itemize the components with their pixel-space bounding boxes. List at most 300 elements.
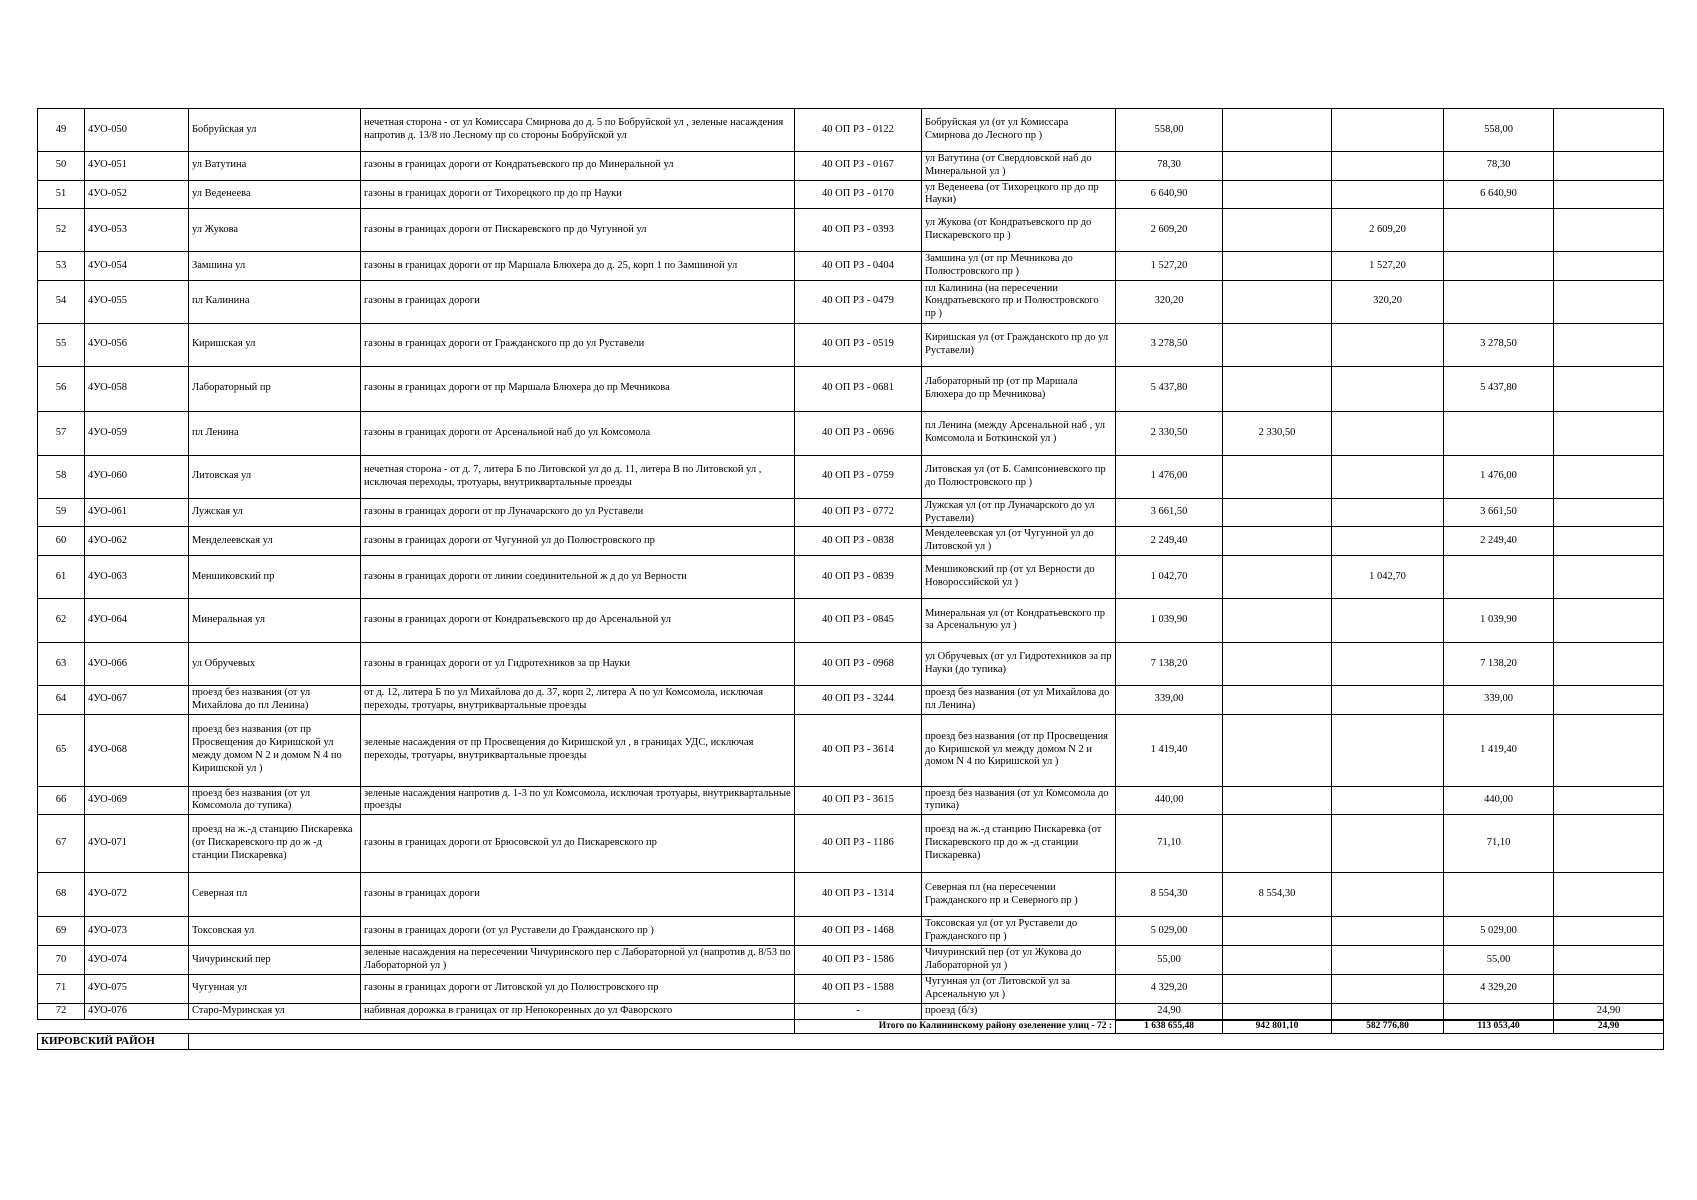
- category-3-area: 440,00: [1444, 786, 1554, 815]
- category-2-area: [1332, 152, 1444, 181]
- object-code: 4УО-072: [85, 873, 189, 917]
- area-total: 4 329,20: [1116, 974, 1223, 1003]
- category-2-area: [1332, 1003, 1444, 1019]
- street-name: Лужская ул: [189, 498, 361, 527]
- street-name: Чичуринский пер: [189, 946, 361, 975]
- street-name: Меншиковский пр: [189, 555, 361, 598]
- object-code: 4УО-063: [85, 555, 189, 598]
- road-description: ул Ватутина (от Свердловской наб до Минеральной ул ): [922, 152, 1116, 181]
- category-1-area: [1223, 555, 1332, 598]
- category-2-area: 2 609,20: [1332, 209, 1444, 252]
- table-row: [38, 873, 1664, 917]
- category-2-area: [1332, 946, 1444, 975]
- category-2-area: [1332, 714, 1444, 786]
- road-description: ул Обручевых (от ул Гидротехников за пр Науки (до тупика): [922, 642, 1116, 685]
- registry-number: 40 ОП РЗ - 3615: [795, 786, 922, 815]
- road-description: пл Калинина (на пересечении Кондратьевского пр и Полюстровского пр ): [922, 280, 1116, 323]
- table-row: [38, 946, 1664, 975]
- category-1-area: [1223, 714, 1332, 786]
- area-total: 5 437,80: [1116, 366, 1223, 411]
- category-4-area: [1554, 714, 1664, 786]
- object-code: 4УО-055: [85, 280, 189, 323]
- street-name: проезд без названия (от ул Комсомола до тупика): [189, 786, 361, 815]
- registry-number: 40 ОП РЗ - 1588: [795, 974, 922, 1003]
- category-2-area: [1332, 366, 1444, 411]
- table-row: [38, 527, 1664, 556]
- area-description: газоны в границах дороги от пр Маршала Блюхера до пр Мечникова: [361, 366, 795, 411]
- category-3-area: 5 437,80: [1444, 366, 1554, 411]
- object-code: 4УО-074: [85, 946, 189, 975]
- row-number: 63: [38, 642, 85, 685]
- category-3-area: 339,00: [1444, 685, 1554, 714]
- road-description: Минеральная ул (от Кондратьевского пр за Арсенальную ул ): [922, 598, 1116, 642]
- category-3-area: 5 029,00: [1444, 917, 1554, 946]
- street-name: Минеральная ул: [189, 598, 361, 642]
- category-3-area: 7 138,20: [1444, 642, 1554, 685]
- road-description: Северная пл (на пересечении Гражданского пр и Северного пр ): [922, 873, 1116, 917]
- area-total: 71,10: [1116, 815, 1223, 873]
- table-row: [38, 455, 1664, 498]
- row-number: 51: [38, 180, 85, 209]
- area-description: газоны в границах дороги от Пискаревского пр до Чугунной ул: [361, 209, 795, 252]
- object-code: 4УО-059: [85, 411, 189, 455]
- row-number: 62: [38, 598, 85, 642]
- category-4-area: 24,90: [1554, 1003, 1664, 1019]
- total-col4: 24,90: [1554, 1020, 1664, 1034]
- area-total: 1 039,90: [1116, 598, 1223, 642]
- row-number: 56: [38, 366, 85, 411]
- category-3-area: 558,00: [1444, 109, 1554, 152]
- category-3-area: [1444, 555, 1554, 598]
- category-4-area: [1554, 455, 1664, 498]
- area-total: 320,20: [1116, 280, 1223, 323]
- area-total: 1 419,40: [1116, 714, 1223, 786]
- road-description: Лабораторный пр (от пр Маршала Блюхера до пр Мечникова): [922, 366, 1116, 411]
- area-total: 2 249,40: [1116, 527, 1223, 556]
- category-2-area: [1332, 411, 1444, 455]
- table-row: [38, 685, 1664, 714]
- registry-number: 40 ОП РЗ - 0968: [795, 642, 922, 685]
- row-number: 60: [38, 527, 85, 556]
- area-total: 55,00: [1116, 946, 1223, 975]
- road-description: Замшина ул (от пр Мечникова до Полюстровского пр ): [922, 252, 1116, 281]
- registry-number: 40 ОП РЗ - 0839: [795, 555, 922, 598]
- area-description: газоны в границах дороги от Литовской ул до Полюстровского пр: [361, 974, 795, 1003]
- street-name: Киришская ул: [189, 323, 361, 366]
- road-description: Чугунная ул (от Литовской ул за Арсенальную ул ): [922, 974, 1116, 1003]
- category-4-area: [1554, 786, 1664, 815]
- area-description: газоны в границах дороги от Чугунной ул до Полюстровского пр: [361, 527, 795, 556]
- area-description: газоны в границах дороги от Арсенальной наб до ул Комсомола: [361, 411, 795, 455]
- category-4-area: [1554, 366, 1664, 411]
- area-description: зеленые насаждения напротив д. 1-3 по ул Комсомола, исключая тротуары, внутриквартальные проезды: [361, 786, 795, 815]
- area-total: 24,90: [1116, 1003, 1223, 1019]
- category-4-area: [1554, 252, 1664, 281]
- area-description: газоны в границах дороги от Тихорецкого пр до пр Науки: [361, 180, 795, 209]
- row-number: 61: [38, 555, 85, 598]
- road-description: Литовская ул (от Б. Сампсониевского пр до Полюстровского пр ): [922, 455, 1116, 498]
- category-1-area: [1223, 280, 1332, 323]
- street-name: ул Ватутина: [189, 152, 361, 181]
- category-4-area: [1554, 873, 1664, 917]
- street-name: пл Ленина: [189, 411, 361, 455]
- road-description: Менделеевская ул (от Чугунной ул до Литовской ул ): [922, 527, 1116, 556]
- table-row: [38, 152, 1664, 181]
- registry-number: 40 ОП РЗ - 0122: [795, 109, 922, 152]
- category-2-area: 1 527,20: [1332, 252, 1444, 281]
- table-row: [38, 1003, 1664, 1019]
- table-row: [38, 974, 1664, 1003]
- object-code: 4УО-071: [85, 815, 189, 873]
- registry-number: 40 ОП РЗ - 0772: [795, 498, 922, 527]
- street-name: проезд на ж.-д станцию Пискаревка (от Пискаревского пр до ж -д станции Пискаревка): [189, 815, 361, 873]
- area-description: набивная дорожка в границах от пр Непокоренных до ул Фаворского: [361, 1003, 795, 1019]
- category-3-area: 3 661,50: [1444, 498, 1554, 527]
- category-3-area: 78,30: [1444, 152, 1554, 181]
- object-code: 4УО-056: [85, 323, 189, 366]
- street-name: ул Веденеева: [189, 180, 361, 209]
- green-areas-table: [37, 108, 1664, 1050]
- road-description: Бобруйская ул (от ул Комиссара Смирнова до Лесного пр ): [922, 109, 1116, 152]
- total-col3: 113 053,40: [1444, 1020, 1554, 1034]
- category-2-area: [1332, 527, 1444, 556]
- category-3-area: 55,00: [1444, 946, 1554, 975]
- street-name: Чугунная ул: [189, 974, 361, 1003]
- street-name: ул Обручевых: [189, 642, 361, 685]
- road-description: Лужская ул (от пр Луначарского до ул Руставели): [922, 498, 1116, 527]
- row-number: 72: [38, 1003, 85, 1019]
- table-row: [38, 411, 1664, 455]
- row-number: 71: [38, 974, 85, 1003]
- category-4-area: [1554, 946, 1664, 975]
- row-number: 58: [38, 455, 85, 498]
- category-4-area: [1554, 180, 1664, 209]
- category-1-area: [1223, 974, 1332, 1003]
- category-3-area: 1 039,90: [1444, 598, 1554, 642]
- area-description: газоны в границах дороги от пр Маршала Блюхера до д. 25, корп 1 по Замшиной ул: [361, 252, 795, 281]
- category-4-area: [1554, 917, 1664, 946]
- table-row: [38, 209, 1664, 252]
- street-name: Литовская ул: [189, 455, 361, 498]
- street-name: ул Жукова: [189, 209, 361, 252]
- total-col1: 942 801,10: [1223, 1020, 1332, 1034]
- category-1-area: 2 330,50: [1223, 411, 1332, 455]
- area-total: 2 609,20: [1116, 209, 1223, 252]
- row-number: 50: [38, 152, 85, 181]
- category-2-area: [1332, 815, 1444, 873]
- table-row: [38, 498, 1664, 527]
- total-spacer: [38, 1020, 795, 1034]
- registry-number: 40 ОП РЗ - 0167: [795, 152, 922, 181]
- category-1-area: [1223, 642, 1332, 685]
- registry-number: 40 ОП РЗ - 3244: [795, 685, 922, 714]
- registry-number: 40 ОП РЗ - 0845: [795, 598, 922, 642]
- object-code: 4УО-066: [85, 642, 189, 685]
- row-number: 54: [38, 280, 85, 323]
- row-number: 68: [38, 873, 85, 917]
- object-code: 4УО-076: [85, 1003, 189, 1019]
- area-description: газоны в границах дороги от Брюсовской ул до Пискаревского пр: [361, 815, 795, 873]
- area-total: 8 554,30: [1116, 873, 1223, 917]
- area-description: от д. 12, литера Б по ул Михайлова до д. 37, корп 2, литера А по ул Комсомола, исключая переходы, тротуары, внутриквартальные проезды: [361, 685, 795, 714]
- category-3-area: [1444, 411, 1554, 455]
- table-row: [38, 815, 1664, 873]
- district-header-row: [38, 1033, 1664, 1049]
- row-number: 66: [38, 786, 85, 815]
- street-name: проезд без названия (от пр Просвещения до Киришской ул между домом N 2 и домом N 4 по Киришской ул ): [189, 714, 361, 786]
- table-row: [38, 323, 1664, 366]
- category-1-area: [1223, 815, 1332, 873]
- table-row: [38, 280, 1664, 323]
- object-code: 4УО-067: [85, 685, 189, 714]
- table-row: [38, 180, 1664, 209]
- registry-number: 40 ОП РЗ - 0759: [795, 455, 922, 498]
- category-4-area: [1554, 527, 1664, 556]
- category-4-area: [1554, 685, 1664, 714]
- category-2-area: [1332, 109, 1444, 152]
- area-total: 7 138,20: [1116, 642, 1223, 685]
- district-title: КИРОВСКИЙ РАЙОН: [38, 1033, 189, 1049]
- category-1-area: [1223, 323, 1332, 366]
- road-description: Меншиковский пр (от ул Верности до Новороссийской ул ): [922, 555, 1116, 598]
- area-description: газоны в границах дороги от Кондратьевского пр до Минеральной ул: [361, 152, 795, 181]
- category-2-area: [1332, 873, 1444, 917]
- category-2-area: 1 042,70: [1332, 555, 1444, 598]
- street-name: Северная пл: [189, 873, 361, 917]
- area-description: газоны в границах дороги от Кондратьевского пр до Арсенальной ул: [361, 598, 795, 642]
- total-col2: 582 776,80: [1332, 1020, 1444, 1034]
- category-3-area: 1 419,40: [1444, 714, 1554, 786]
- object-code: 4УО-068: [85, 714, 189, 786]
- registry-number: 40 ОП РЗ - 1586: [795, 946, 922, 975]
- area-total: 339,00: [1116, 685, 1223, 714]
- road-description: Киришская ул (от Гражданского пр до ул Руставели): [922, 323, 1116, 366]
- category-1-area: [1223, 1003, 1332, 1019]
- category-4-area: [1554, 498, 1664, 527]
- category-1-area: [1223, 455, 1332, 498]
- category-1-area: [1223, 498, 1332, 527]
- area-total: 2 330,50: [1116, 411, 1223, 455]
- area-total: 3 278,50: [1116, 323, 1223, 366]
- road-description: Токсовская ул (от ул Руставели до Гражданского пр ): [922, 917, 1116, 946]
- category-1-area: [1223, 527, 1332, 556]
- registry-number: 40 ОП РЗ - 0404: [795, 252, 922, 281]
- street-name: Замшина ул: [189, 252, 361, 281]
- row-number: 69: [38, 917, 85, 946]
- category-2-area: [1332, 917, 1444, 946]
- registry-number: 40 ОП РЗ - 0838: [795, 527, 922, 556]
- category-4-area: [1554, 642, 1664, 685]
- table-row: [38, 252, 1664, 281]
- table-row: [38, 598, 1664, 642]
- area-description: зеленые насаждения от пр Просвещения до Киришской ул , в границах УДС, исключая переходы, тротуары, внутриквартальные проезды: [361, 714, 795, 786]
- registry-number: 40 ОП РЗ - 0696: [795, 411, 922, 455]
- area-total: 5 029,00: [1116, 917, 1223, 946]
- table-row: [38, 642, 1664, 685]
- object-code: 4УО-058: [85, 366, 189, 411]
- category-4-area: [1554, 598, 1664, 642]
- area-description: газоны в границах дороги (от ул Руставели до Гражданского пр ): [361, 917, 795, 946]
- object-code: 4УО-069: [85, 786, 189, 815]
- category-3-area: [1444, 1003, 1554, 1019]
- category-3-area: 6 640,90: [1444, 180, 1554, 209]
- total-row: [38, 1020, 1664, 1034]
- road-description: проезд на ж.-д станцию Пискаревка (от Пискаревского пр до ж -д станции Пискаревка): [922, 815, 1116, 873]
- category-2-area: [1332, 642, 1444, 685]
- road-description: проезд без названия (от пр Просвещения до Киришской ул между домом N 2 и домом N 4 по Киришской ул ): [922, 714, 1116, 786]
- area-total: 1 476,00: [1116, 455, 1223, 498]
- category-3-area: [1444, 280, 1554, 323]
- street-name: Токсовская ул: [189, 917, 361, 946]
- object-code: 4УО-050: [85, 109, 189, 152]
- category-4-area: [1554, 555, 1664, 598]
- category-1-area: [1223, 685, 1332, 714]
- road-description: ул Веденеева (от Тихорецкого пр до пр Науки): [922, 180, 1116, 209]
- row-number: 53: [38, 252, 85, 281]
- area-description: зеленые насаждения на пересечении Чичуринского пер с Лабораторной ул (напротив д. 8/53 по Лабораторной ул ): [361, 946, 795, 975]
- category-1-area: [1223, 366, 1332, 411]
- area-description: нечетная сторона - от ул Комиссара Смирнова до д. 5 по Бобруйской ул , зеленые насаждения напротив д. 13/8 по Лесному пр со стороны Бобруйской ул: [361, 109, 795, 152]
- object-code: 4УО-075: [85, 974, 189, 1003]
- area-total: 78,30: [1116, 152, 1223, 181]
- row-number: 70: [38, 946, 85, 975]
- area-description: газоны в границах дороги: [361, 280, 795, 323]
- row-number: 65: [38, 714, 85, 786]
- area-total: 558,00: [1116, 109, 1223, 152]
- row-number: 64: [38, 685, 85, 714]
- registry-number: 40 ОП РЗ - 0393: [795, 209, 922, 252]
- category-2-area: [1332, 786, 1444, 815]
- category-1-area: [1223, 180, 1332, 209]
- registry-number: 40 ОП РЗ - 1314: [795, 873, 922, 917]
- area-description: газоны в границах дороги от ул Гидротехников за пр Науки: [361, 642, 795, 685]
- area-description: газоны в границах дороги от Гражданского пр до ул Руставели: [361, 323, 795, 366]
- area-description: газоны в границах дороги от пр Луначарского до ул Руставели: [361, 498, 795, 527]
- registry-number: 40 ОП РЗ - 3614: [795, 714, 922, 786]
- area-description: нечетная сторона - от д. 7, литера Б по Литовской ул до д. 11, литера В по Литовской ул , исключая переходы, тротуары, внутриквартальные проезды: [361, 455, 795, 498]
- road-description: проезд без названия (от ул Комсомола до тупика): [922, 786, 1116, 815]
- category-1-area: [1223, 152, 1332, 181]
- road-description: пл Ленина (между Арсенальной наб , ул Комсомола и Боткинской ул ): [922, 411, 1116, 455]
- category-4-area: [1554, 280, 1664, 323]
- object-code: 4УО-054: [85, 252, 189, 281]
- registry-number: 40 ОП РЗ - 1186: [795, 815, 922, 873]
- street-name: Старо-Муринская ул: [189, 1003, 361, 1019]
- object-code: 4УО-060: [85, 455, 189, 498]
- registry-sheet: [37, 108, 1664, 1050]
- registry-number: 40 ОП РЗ - 0681: [795, 366, 922, 411]
- area-total: 1 527,20: [1116, 252, 1223, 281]
- registry-number: 40 ОП РЗ - 0519: [795, 323, 922, 366]
- total-area: 1 638 655,48: [1116, 1020, 1223, 1034]
- registry-number: 40 ОП РЗ - 0170: [795, 180, 922, 209]
- category-1-area: [1223, 598, 1332, 642]
- registry-number: 40 ОП РЗ - 1468: [795, 917, 922, 946]
- category-4-area: [1554, 815, 1664, 873]
- district-filler: [189, 1033, 1664, 1049]
- category-1-area: [1223, 786, 1332, 815]
- table-row: [38, 555, 1664, 598]
- category-1-area: [1223, 946, 1332, 975]
- road-description: проезд без названия (от ул Михайлова до пл Ленина): [922, 685, 1116, 714]
- street-name: Лабораторный пр: [189, 366, 361, 411]
- object-code: 4УО-061: [85, 498, 189, 527]
- area-total: 6 640,90: [1116, 180, 1223, 209]
- category-4-area: [1554, 974, 1664, 1003]
- category-3-area: 3 278,50: [1444, 323, 1554, 366]
- area-description: газоны в границах дороги: [361, 873, 795, 917]
- area-total: 440,00: [1116, 786, 1223, 815]
- category-1-area: [1223, 917, 1332, 946]
- road-description: ул Жукова (от Кондратьевского пр до Пискаревского пр ): [922, 209, 1116, 252]
- category-2-area: [1332, 323, 1444, 366]
- category-4-area: [1554, 411, 1664, 455]
- row-number: 57: [38, 411, 85, 455]
- area-total: 1 042,70: [1116, 555, 1223, 598]
- registry-number: 40 ОП РЗ - 0479: [795, 280, 922, 323]
- object-code: 4УО-053: [85, 209, 189, 252]
- row-number: 59: [38, 498, 85, 527]
- object-code: 4УО-051: [85, 152, 189, 181]
- table-row: [38, 786, 1664, 815]
- category-2-area: [1332, 498, 1444, 527]
- category-2-area: [1332, 455, 1444, 498]
- object-code: 4УО-052: [85, 180, 189, 209]
- street-name: Менделеевская ул: [189, 527, 361, 556]
- category-3-area: [1444, 209, 1554, 252]
- row-number: 49: [38, 109, 85, 152]
- category-4-area: [1554, 323, 1664, 366]
- category-3-area: 4 329,20: [1444, 974, 1554, 1003]
- total-label: Итого по Калининскому району озеленение улиц - 72 :: [795, 1020, 1116, 1034]
- object-code: 4УО-062: [85, 527, 189, 556]
- row-number: 52: [38, 209, 85, 252]
- area-total: 3 661,50: [1116, 498, 1223, 527]
- table-row: [38, 714, 1664, 786]
- table-row: [38, 917, 1664, 946]
- category-2-area: 320,20: [1332, 280, 1444, 323]
- category-1-area: 8 554,30: [1223, 873, 1332, 917]
- row-number: 55: [38, 323, 85, 366]
- category-4-area: [1554, 209, 1664, 252]
- registry-number: -: [795, 1003, 922, 1019]
- street-name: проезд без названия (от ул Михайлова до пл Ленина): [189, 685, 361, 714]
- area-description: газоны в границах дороги от линии соединительной ж д до ул Верности: [361, 555, 795, 598]
- category-2-area: [1332, 598, 1444, 642]
- category-1-area: [1223, 109, 1332, 152]
- category-4-area: [1554, 152, 1664, 181]
- table-row: [38, 366, 1664, 411]
- category-3-area: [1444, 252, 1554, 281]
- category-3-area: 71,10: [1444, 815, 1554, 873]
- object-code: 4УО-064: [85, 598, 189, 642]
- category-2-area: [1332, 180, 1444, 209]
- category-2-area: [1332, 685, 1444, 714]
- category-1-area: [1223, 209, 1332, 252]
- table-row: [38, 109, 1664, 152]
- road-description: Чичуринский пер (от ул Жукова до Лабораторной ул ): [922, 946, 1116, 975]
- road-description: проезд (б/з): [922, 1003, 1116, 1019]
- category-1-area: [1223, 252, 1332, 281]
- street-name: пл Калинина: [189, 280, 361, 323]
- row-number: 67: [38, 815, 85, 873]
- category-3-area: 1 476,00: [1444, 455, 1554, 498]
- street-name: Бобруйская ул: [189, 109, 361, 152]
- object-code: 4УО-073: [85, 917, 189, 946]
- category-3-area: 2 249,40: [1444, 527, 1554, 556]
- category-3-area: [1444, 873, 1554, 917]
- category-4-area: [1554, 109, 1664, 152]
